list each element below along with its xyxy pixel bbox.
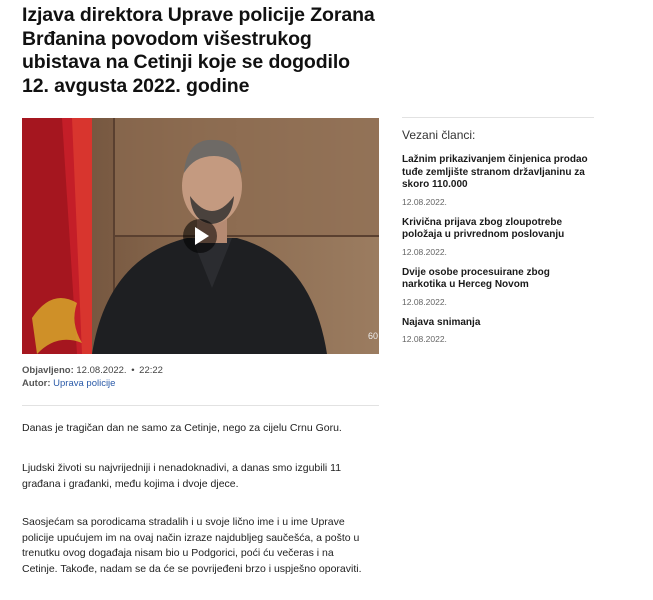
author-label: Autor: <box>22 378 51 389</box>
author-line <box>22 377 163 390</box>
meta-divider <box>22 405 379 406</box>
published-separator: • <box>131 365 135 376</box>
author-link[interactable]: Uprava policije <box>53 378 116 389</box>
related-date: 12.08.2022. <box>402 296 447 307</box>
related-divider <box>402 117 594 118</box>
related-date: 12.08.2022. <box>402 196 447 207</box>
related-item <box>402 154 594 207</box>
related-date: 12.08.2022. <box>402 334 447 344</box>
article-paragraph-3: Saosjećam sa porodicama stradalih i u svoje lično ime i u ime Uprave policije upućujem im na ovaj način izraze najdubljeg saučešća, a pošto u trenutku ovog događaja nisam bio u Podgorici, poći ću večeras i na Cetinje. Takođe, nadam se da će se povrijeđeni brzo i uspješno oporaviti. <box>22 516 362 575</box>
related-item <box>402 317 594 345</box>
published-time: 22:22 <box>139 365 163 376</box>
svg-text:60: 60 <box>368 331 379 341</box>
published-label: Objavljeno: <box>22 365 74 376</box>
related-link[interactable]: Krivična prijava zbog zloupotrebe položaja u privrednom poslovanju <box>402 216 565 240</box>
related-articles <box>402 117 594 354</box>
related-link[interactable]: Dvije osobe procesuirane zbog narkotika u Herceg Novom <box>402 266 550 290</box>
article-paragraph-1: Danas je tragičan dan ne samo za Cetinje, nego za cijelu Crnu Goru. <box>22 422 342 434</box>
related-heading: Vezani članci: <box>402 128 476 142</box>
related-link[interactable]: Lažnim prikazivanjem činjenica prodao tuđe zemljište stranom državljaninu za skoro 110.000 <box>402 154 588 190</box>
article-paragraph-2: Ljudski životi su najvrijedniji i nenadoknadivi, a danas smo izgubili 11 građana i građanki, među kojima i dvoje djece. <box>22 462 342 490</box>
published-line <box>22 364 163 377</box>
related-item <box>402 267 594 307</box>
article-meta <box>22 364 163 390</box>
article-title: Izjava direktora Uprave policije Zorana Brđanina povodom višestrukog ubistava na Cetinji koje se dogodilo 12. avgusta 2022. godine <box>22 4 375 97</box>
video-player[interactable] <box>22 118 379 354</box>
related-date: 12.08.2022. <box>402 246 447 257</box>
published-date: 12.08.2022. <box>76 365 127 376</box>
video-thumbnail <box>22 118 379 354</box>
related-item <box>402 217 594 257</box>
related-link[interactable]: Najava snimanja <box>402 316 481 328</box>
